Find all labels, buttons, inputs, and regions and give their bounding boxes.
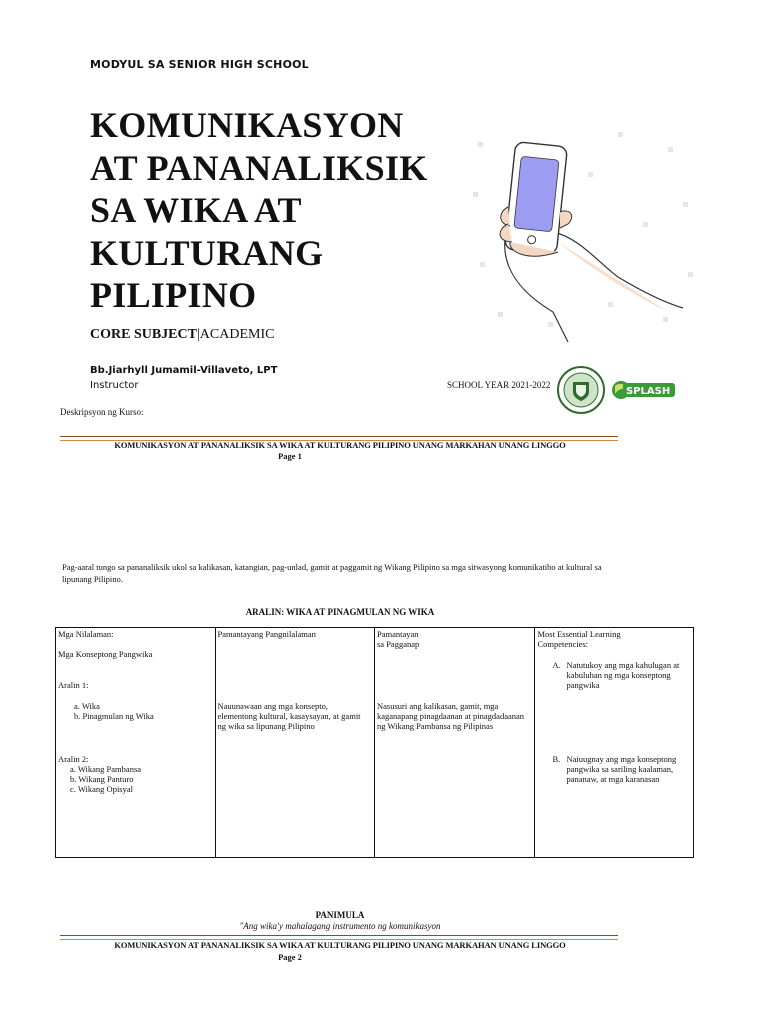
academic-label: ACADEMIC: [199, 327, 275, 342]
splash-logo-text: SPLASH: [626, 386, 671, 397]
title-line-4: KULTURANG: [90, 232, 324, 273]
competency-b-marker: B.: [552, 754, 561, 764]
title-line-3: SA WIKA AT: [90, 190, 302, 230]
list-item: b. Wikang Panturo: [70, 774, 134, 784]
list-item: b. Pinagmulan ng Wika: [74, 711, 154, 721]
content-standard-header: Pamantayang Pangnilalaman: [217, 629, 316, 639]
panimula-quote: "Ang wika'y mahalagang instrumento ng komunikasyon: [239, 921, 441, 931]
course-description: Pag-aaral tungo sa pananaliksik ukol sa kalikasan, katangian, pag-unlad, gamit at paggamit ng Wikang Pilipino sa mga sitwasyong komunikatibo at kultural sa lipunang Pilipino.: [62, 562, 602, 584]
competency-a-text: Natutukoy ang mga kahulugan at kabuluhan ng mga konseptong pangwika: [566, 660, 680, 690]
school-year: SCHOOL YEAR 2021-2022: [447, 380, 551, 390]
list-item: c. Wikang Opisyal: [70, 784, 134, 794]
page-number: Page 1: [278, 451, 302, 461]
title-line-5: PILIPINO: [90, 275, 257, 315]
aralin2-label: Aralin 2:: [58, 754, 89, 764]
content-standard-text: Nauunawaan ang mga konsepto, elementong kultural, kasaysayan, at gamit ng wika sa lipunang Pilipino: [217, 701, 361, 731]
module-label: MODYUL SA SENIOR HIGH SCHOOL: [90, 58, 309, 71]
curriculum-table: [55, 627, 694, 858]
content-subheader: Mga Konseptong Pangwika: [58, 649, 153, 659]
description-label: Deskripsyon ng Kurso:: [60, 407, 144, 417]
list-item: a. Wika: [74, 701, 100, 711]
author-name: Bb.Jiarhyll Jumamil-Villaveto, LPT: [90, 365, 278, 376]
school-seal-icon: [558, 367, 604, 413]
performance-header-line-1: Pamantayan: [377, 629, 419, 639]
aralin1-label: Aralin 1:: [58, 680, 89, 690]
list-item: a. Wikang Pambansa: [70, 764, 142, 774]
panimula-heading: PANIMULA: [315, 910, 365, 920]
title-line-1: KOMUNIKASYON: [90, 105, 404, 145]
splash-logo: [612, 381, 675, 399]
school-logos: [557, 364, 677, 416]
competencies-header-line-1: Most Essential Learning: [537, 629, 621, 639]
author-role: Instructor: [90, 380, 139, 391]
performance-standard-header: [377, 629, 419, 649]
content-header: Mga Nilalaman:: [58, 629, 114, 639]
competencies-header: [538, 629, 621, 649]
running-header: KOMUNIKASYON AT PANANALIKSIK SA WIKA AT KULTURANG PILIPINO UNANG MARKAHAN UNANG LINGGO: [114, 940, 566, 950]
core-subject-label: CORE SUBJECT: [90, 327, 197, 342]
table-cell-content-standard: [215, 628, 375, 858]
competency-a-marker: A.: [552, 660, 561, 670]
competencies-header-line-2: Competencies:: [537, 639, 589, 649]
author-block: [90, 363, 277, 393]
table-row: [56, 628, 694, 858]
page-title: [90, 104, 490, 317]
table-cell-competencies: [534, 628, 694, 858]
subject-type: [90, 327, 274, 343]
performance-standard-text: Nasusuri ang kalikasan, gamit, mga kaganapang pinagdaanan at pinagdadaanan ng Wikang Pambansa ng Pilipinas: [377, 701, 525, 731]
table-cell-content: [56, 628, 216, 858]
aralin-heading: ARALIN: WIKA AT PINAGMULAN NG WIKA: [245, 607, 435, 617]
phone-in-hand-illustration: [468, 112, 703, 342]
title-line-2: AT PANANALIKSIK: [90, 147, 428, 188]
core-separator: |: [196, 327, 200, 342]
running-header: KOMUNIKASYON AT PANANALIKSIK SA WIKA AT KULTURANG PILIPINO UNANG MARKAHAN UNANG LINGGO: [114, 440, 566, 450]
page-number: Page 2: [278, 952, 302, 962]
table-cell-performance-standard: [375, 628, 535, 858]
competency-b-text: Naiuugnay ang mga konseptong pangwika sa sariling kaalaman, pananaw, at mga karanasan: [566, 754, 677, 784]
performance-header-line-2: sa Pagganap: [377, 639, 420, 649]
